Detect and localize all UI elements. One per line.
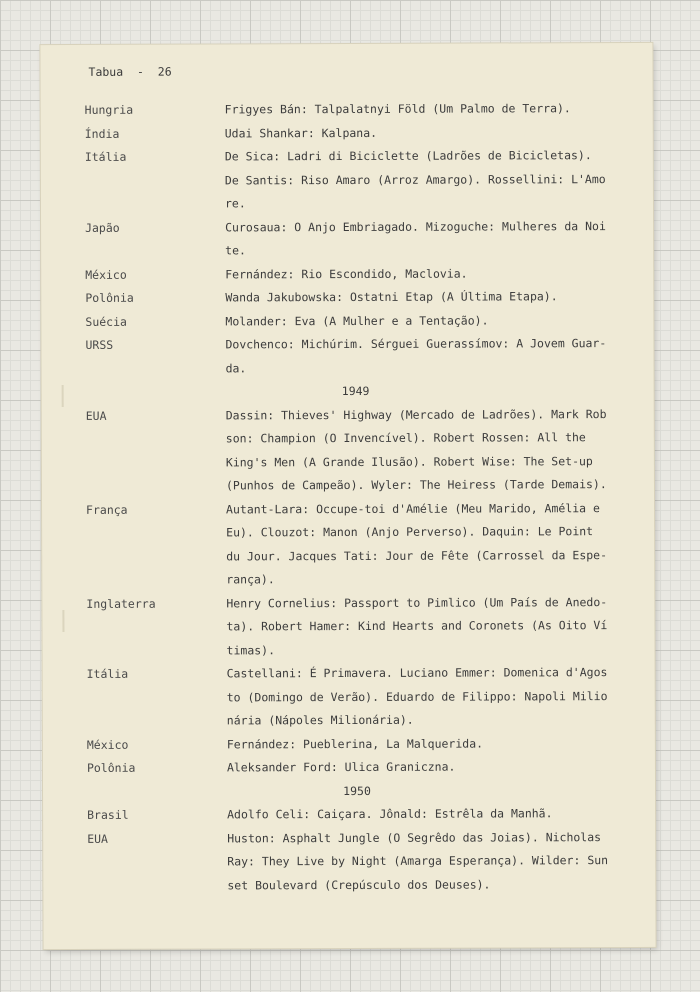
film-text: Ray: They Live by Night (Amarga Esperança). Wilder: Sun: [227, 853, 609, 869]
entry-line: [85, 191, 625, 216]
country-label: [85, 239, 225, 263]
film-text: Dovchenco: Michúrim. Sérguei Guerassímov: A Jovem Guar-: [225, 336, 607, 352]
entry-line: [86, 567, 626, 592]
film-text: De Sica: Ladri di Biciclette (Ladrões de Bicicletas).: [224, 148, 592, 164]
country-label: Itália: [86, 666, 129, 681]
film-text: (Punhos de Campeão). Wyler: The Heiress (Tarde Demais).: [225, 477, 607, 493]
country-label: Japão: [85, 220, 120, 235]
country-label: [85, 192, 225, 216]
film-text: Fernández: Rio Escondido, Maclovia.: [225, 266, 468, 281]
entry-line: [87, 873, 627, 898]
entry-line: [86, 614, 626, 639]
country-label: México: [86, 737, 129, 752]
entry-line: [85, 97, 625, 122]
entry-line: [85, 144, 625, 169]
entry-line: [86, 638, 626, 663]
country-label: [87, 850, 227, 874]
country-label: Índia: [84, 126, 120, 141]
film-text: set Boulevard (Crepúsculo dos Deuses).: [227, 877, 491, 892]
entry-line: [86, 473, 626, 498]
country-label: [86, 521, 226, 545]
entry-line: [86, 591, 626, 616]
film-text: re.: [224, 196, 246, 211]
country-label: URSS: [85, 337, 114, 352]
entry-line: [86, 426, 626, 451]
country-label: [86, 568, 226, 592]
country-label: Suécia: [85, 314, 127, 329]
film-text: King's Men (A Grande Ilusão). Robert Wise: The Set-up: [225, 453, 593, 469]
entry-line: [85, 215, 625, 240]
film-text: Henry Cornelius: Passport to Pimlico (Um País de Anedo-: [226, 594, 608, 610]
film-text: Fernández: Pueblerina, La Malquerida.: [226, 736, 484, 751]
country-label: [86, 451, 226, 475]
entry-line: [87, 732, 627, 757]
country-label: [85, 169, 225, 193]
film-text: Eu). Clouzot: Manon (Anjo Perverso). Daquin: Le Point: [226, 524, 594, 540]
content: [85, 97, 628, 898]
country-label: EUA: [85, 408, 107, 423]
country-label: Inglaterra: [86, 596, 156, 611]
entry-line: [85, 262, 625, 287]
country-label: [86, 427, 226, 451]
country-label: [86, 639, 226, 663]
country-label: [87, 874, 227, 898]
country-label: Polônia: [86, 760, 136, 775]
entry-line: [86, 450, 626, 475]
film-text: timas).: [226, 642, 276, 657]
entry-line: [86, 520, 626, 545]
entry-line: [87, 708, 627, 733]
film-text: te.: [225, 243, 246, 258]
film-text: da.: [225, 360, 247, 375]
entry-line: [85, 238, 625, 263]
country-label: [87, 709, 227, 733]
film-text: Udai Shankar: Kalpana.: [224, 125, 378, 140]
film-text: Dassin: Thieves' Highway (Mercado de Ladrões). Mark Rob: [225, 406, 607, 422]
film-text: Molander: Eva (A Mulher e a Tentação).: [225, 313, 489, 328]
entry-line: [86, 403, 626, 428]
punch-hole-top: [62, 385, 70, 407]
film-text: Adolfo Celi: Caiçara. Jônald: Estrêla da Manhã.: [227, 806, 553, 822]
punch-hole-bottom: [62, 610, 70, 632]
entry-line: [85, 285, 625, 310]
country-label: EUA: [87, 831, 108, 846]
film-text: Castellani: É Primavera. Luciano Emmer: Domenica d'Agos: [226, 665, 608, 681]
film-text: De Santis: Riso Amaro (Arroz Amargo). Rossellini: L'Amo: [224, 171, 606, 187]
entry-line: [87, 755, 627, 780]
entry-line: [85, 332, 625, 357]
film-text: Curosaua: O Anjo Embriagado. Mizoguche: Mulheres da Noi: [225, 218, 606, 234]
entry-line: [86, 497, 626, 522]
entry-line: [87, 849, 627, 874]
entry-line: [87, 802, 627, 827]
entry-line: [87, 661, 627, 686]
entry-line: [85, 121, 625, 146]
film-text: du Jour. Jacques Tati: Jour de Fête (Carrossel da Espe-: [226, 547, 608, 563]
country-label: Polônia: [85, 290, 134, 305]
country-label: [86, 474, 226, 498]
film-text: ta). Robert Hamer: Kind Hearts and Coronets (As Oito Ví: [226, 618, 608, 634]
entry-line: [85, 168, 625, 193]
country-label: Hungria: [84, 102, 134, 117]
film-text: Huston: Asphalt Jungle (O Segrêdo das Joias). Nicholas: [227, 829, 602, 845]
film-text: Wanda Jakubowska: Ostatni Etap (A Última Etapa).: [225, 289, 558, 305]
typed-page: [40, 43, 655, 949]
entry-line: [86, 356, 626, 381]
country-label: Itália: [84, 149, 127, 164]
film-text: Aleksander Ford: Ulica Graniczna.: [226, 759, 456, 775]
country-label: Brasil: [87, 807, 129, 822]
entry-line: [87, 685, 627, 710]
entry-line: [86, 544, 626, 569]
country-label: [87, 686, 227, 710]
film-text: to (Domingo de Verão). Eduardo de Filippo: Napoli Milio: [226, 688, 608, 704]
country-label: [86, 615, 226, 639]
country-label: México: [85, 267, 127, 282]
country-label: [86, 357, 226, 381]
film-text: Frigyes Bán: Talpalatnyi Föld (Um Palmo de Terra).: [224, 101, 571, 117]
country-label: [86, 545, 226, 569]
year-heading: 1950: [343, 783, 371, 798]
film-text: nária (Nápoles Milionária).: [226, 712, 414, 728]
page-header: Tabua - 26: [88, 64, 172, 79]
entry-line: [87, 826, 627, 851]
film-text: son: Champion (O Invencível). Robert Rossen: All the: [225, 430, 586, 446]
country-label: França: [86, 502, 128, 517]
film-text: rança).: [226, 572, 275, 587]
entry-line: [85, 309, 625, 334]
film-text: Autant-Lara: Occupe-toi d'Amélie (Meu Marido, Amélia e: [226, 500, 600, 516]
year-heading: 1949: [341, 383, 370, 399]
